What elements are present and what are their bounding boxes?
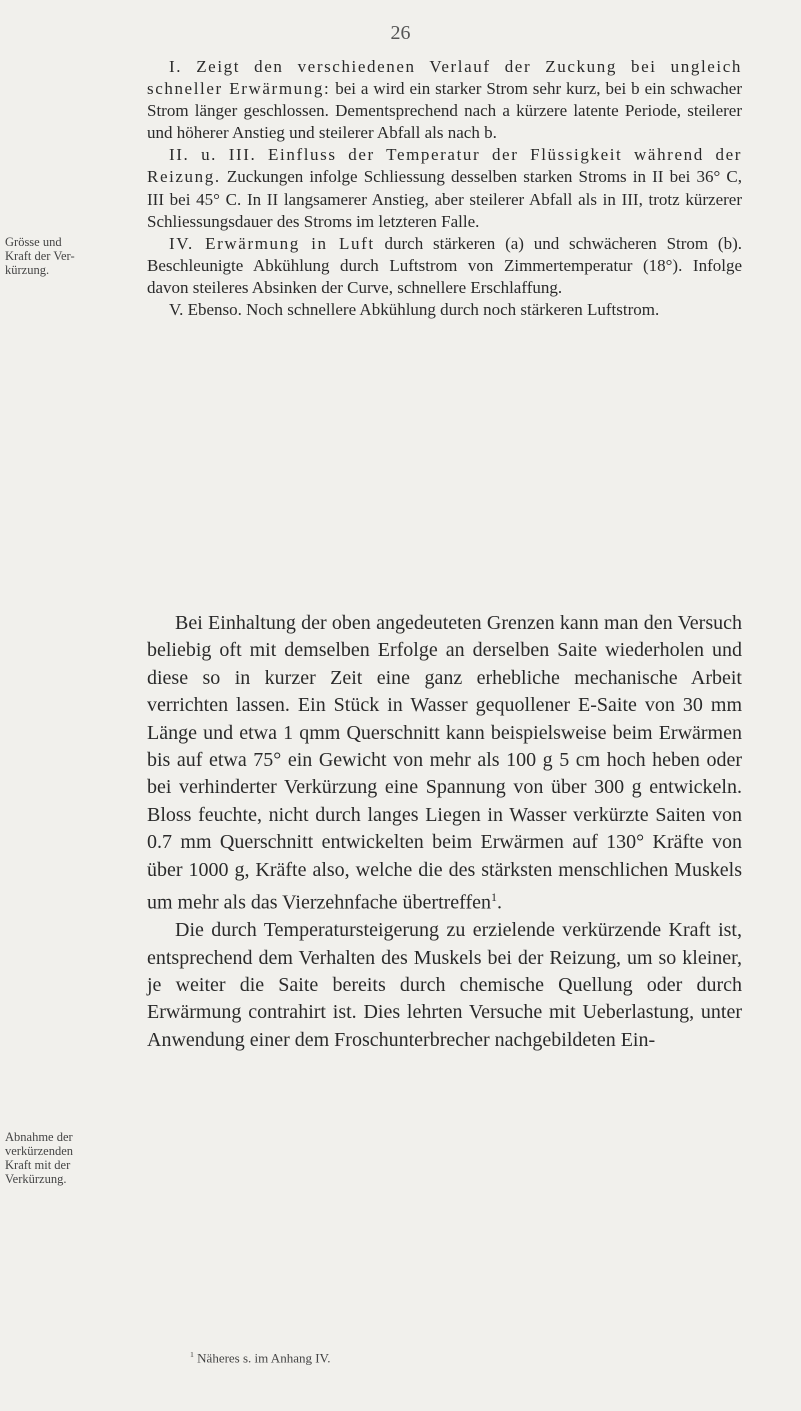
caption-item-2	[147, 144, 742, 232]
footnote-mark: 1	[190, 1350, 194, 1359]
caption-item-3	[147, 233, 742, 299]
footnote-text: Näheres s. im Anhang IV.	[193, 1350, 331, 1366]
footnote-ref[interactable]: 1	[491, 890, 498, 905]
margin-note-line: verkürzenden	[5, 1144, 74, 1158]
paragraph-2: Die durch Temperatursteigerung zu erzielende verkürzende Kraft ist, entsprechend dem Verhalten des Muskels bei der Reizung, um so kleiner, je weiter die Saite bereits durch chemische Quellung oder durch Erwärmung contrahirt ist. Dies lehrten Versuche mit Ueberlastung, unter Anwendung einer dem Froschunterbrecher nachgebildeten Ein-	[147, 919, 742, 1051]
caption-text: bei a wird ein starker Strom sehr kurz, bei b ein schwacher Strom länger geschlossen. Dementsprechend nach a kürzere latente Periode, steilerer und höherer Anstieg und steilerer Abfall als nach b.	[147, 79, 742, 143]
caption-text: durch stärkeren (a) und schwächeren Strom (b). Beschleunigte Abkühlung durch Luftstrom von Zimmertemperatur (18°). Infolge davon steileres Absinken der Curve, schnellere Erschlaffung.	[147, 233, 742, 297]
paragraph-1	[147, 610, 742, 917]
margin-note-groesse	[5, 235, 93, 277]
paragraph-text: Bei Einhaltung der oben angedeuteten Grenzen kann man den Versuch beliebig oft mit demselben Erfolge an derselben Saite wiederholen und diese so in kurzer Zeit eine ganz erhebliche mechanische Arbeit verrichten lassen. Ein Stück in Wasser gequollener E-Saite von 30 mm Länge und etwa 1 qmm Querschnitt kann beispielsweise beim Erwärmen bis auf etwa 75° ein Gewicht von mehr als 100 g 5 cm hoch heben oder bei verhinderter Verkürzung eine Spannung von über 300 g entwickeln. Bloss feuchte, nicht durch langes Liegen in Wasser verkürzte Saiten von 0.7 mm Querschnitt entwickelten beim Erwärmen auf 130° Kräfte von über 1000 g, Kräfte also, welche die des stärksten menschlichen Muskels um mehr als das Vierzehnfache übertreffen	[147, 612, 742, 914]
margin-note-line: Abnahme der	[5, 1130, 73, 1144]
main-text	[147, 610, 742, 1054]
margin-note-abnahme	[5, 1130, 93, 1186]
margin-note-line: Verkürzung.	[5, 1172, 67, 1186]
margin-note-line: Kraft der Ver-	[5, 249, 75, 263]
caption-head: IV. Erwärmung in Luft	[169, 233, 375, 253]
margin-note-line: Grösse und	[5, 235, 62, 249]
caption-item-1	[147, 56, 742, 144]
caption-text: Zuckungen infolge Schliessung desselben starken Stroms in II bei 36° C, III bei 45° C. In II langsamerer Anstieg, aber steilerer Abfall als in III, trotz kürzerer Schliessungsdauer des Stroms im letzteren Falle.	[147, 167, 742, 231]
caption-head: I. Zeigt den verschiedenen Verlauf der Zuckung bei ungleich schneller Erwärmung:	[147, 57, 742, 99]
footnote	[190, 1350, 690, 1366]
paragraph-end: .	[497, 891, 503, 914]
figure-caption	[147, 56, 742, 321]
margin-note-line: kürzung.	[5, 263, 50, 277]
margin-note-line: Kraft mit der	[5, 1158, 71, 1172]
caption-item-4: V. Ebenso. Noch schnellere Abkühlung durch noch stärkeren Luftstrom.	[169, 300, 660, 320]
caption-head: II. u. III. Einfluss der Temperatur der Flüssigkeit während der Reizung.	[147, 145, 742, 187]
page-number: 26	[390, 22, 411, 44]
